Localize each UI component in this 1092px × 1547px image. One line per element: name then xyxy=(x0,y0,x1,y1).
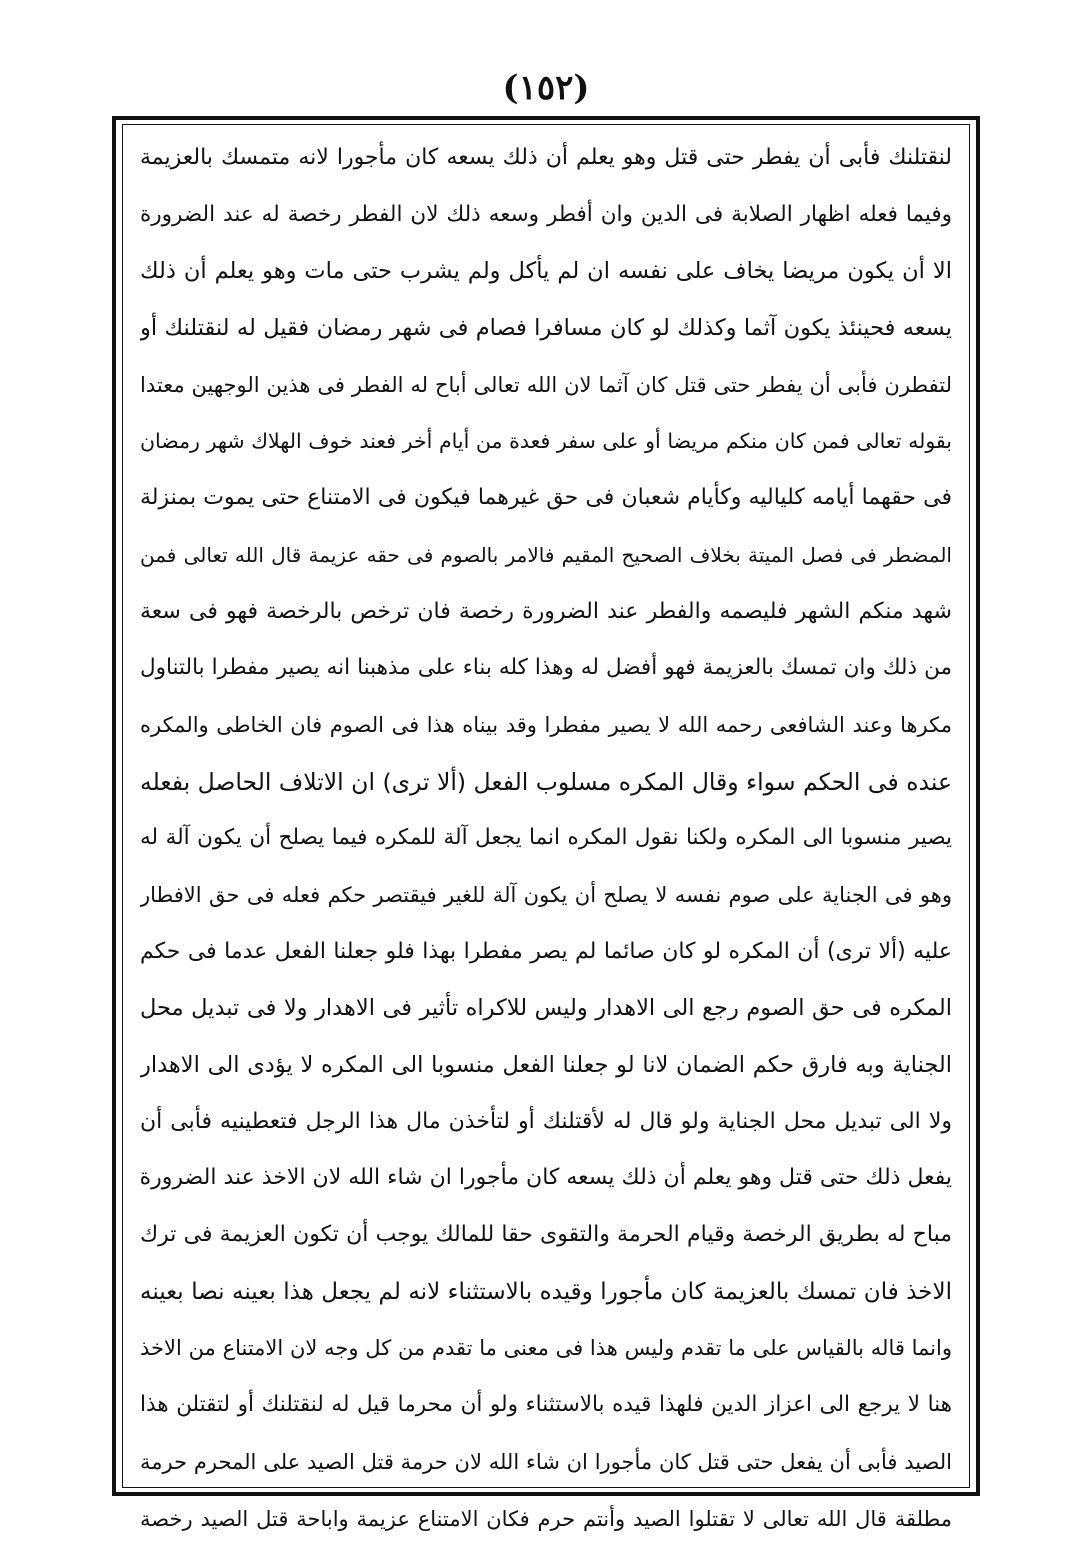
text-line: المضطر فى فصل الميتة بخلاف الصحيح المقيم فالامر بالصوم فى حقه عزيمة قال الله تعالى فمن xyxy=(140,527,952,584)
text-line: مباح له بطريق الرخصة وقيام الحرمة والتقوى حقا للمالك يوجب أن تكون العزيمة فى ترك xyxy=(140,1207,952,1264)
text-line: عنده فى الحكم سواء وقال المكره مسلوب الفعل (ألا ترى) ان الاتلاف الحاصل بفعله xyxy=(140,754,952,811)
text-line: هنا لا يرجع الى اعزاز الدين فلهذا قيده بالاستثناء ولو أن محرما قيل له لنقتلنك أو لتقتلن هذا xyxy=(140,1377,952,1434)
text-line: يصير منسوبا الى المكره ولكنا نقول المكره انما يجعل آلة للمكره فيما يصلح أن يكون آلة له xyxy=(140,810,952,867)
body-text xyxy=(140,130,952,1547)
text-line: عليه (ألا ترى) أن المكره لو كان صائما لم يصر مفطرا بهذا فلو جعلنا الفعل عدما فى حكم xyxy=(140,924,952,981)
text-line: وانما قاله بالقياس على ما تقدم وليس هذا فى معنى ما تقدم من كل وجه لان الامتناع من الاخذ xyxy=(140,1320,952,1377)
text-line: لتفطرن فأبى أن يفطر حتى قتل كان آثما لان الله تعالى أباح له الفطر فى هذين الوجهين معتدا xyxy=(140,357,952,414)
text-line: وهو فى الجناية على صوم نفسه لا يصلح أن يكون آلة للغير فيقتصر حكم فعله فى حق الافطار xyxy=(140,867,952,924)
text-line: ولا الى تبديل محل الجناية ولو قال له لأقتلنك أو لتأخذن مال هذا الرجل فتعطينيه فأبى أن xyxy=(140,1094,952,1151)
text-line: يسعه فحينئذ يكون آثما وكذلك لو كان مسافرا فصام فى شهر رمضان فقيل له لنقتلنك أو xyxy=(140,300,952,357)
text-line: المكره فى حق الصوم رجع الى الاهدار وليس للاكراه تأثير فى الاهدار ولا فى تبديل محل xyxy=(140,980,952,1037)
text-line: الا أن يكون مريضا يخاف على نفسه ان لم يأكل ولم يشرب حتى مات وهو يعلم أن ذلك xyxy=(140,243,952,300)
text-line: الصيد فأبى أن يفعل حتى قتل كان مأجورا ان شاء الله لان حرمة قتل الصيد على المحرم حرمة xyxy=(140,1434,952,1491)
text-line: فى حقهما أيامه كلياليه وكأيام شعبان فى حق غيرهما فيكون فى الامتناع حتى يموت بمنزلة xyxy=(140,470,952,527)
text-line: شهد منكم الشهر فليصمه والفطر عند الضرورة رخصة فان ترخص بالرخصة فهو فى سعة xyxy=(140,584,952,641)
text-line: الجناية وبه فارق حكم الضمان لانا لو جعلنا الفعل منسوبا الى المكره لا يؤدى الى الاهدار xyxy=(140,1037,952,1094)
text-line: من ذلك وان تمسك بالعزيمة فهو أفضل له وهذا كله بناء على مذهبنا انه يصير مفطرا بالتناول xyxy=(140,640,952,697)
text-line: يفعل ذلك حتى قتل وهو يعلم أن ذلك يسعه كان مأجورا ان شاء الله لان الاخذ عند الضرورة xyxy=(140,1150,952,1207)
text-line: وفيما فعله اظهار الصلابة فى الدين وان أفطر وسعه ذلك لان الفطر رخصة له عند الضرورة xyxy=(140,187,952,244)
page-number: (١٥٢) xyxy=(0,68,1092,108)
text-line: لنقتلنك فأبى أن يفطر حتى قتل وهو يعلم أن ذلك يسعه كان مأجورا لانه متمسك بالعزيمة xyxy=(140,130,952,187)
text-line: الاخذ فان تمسك بالعزيمة كان مأجورا وقيده بالاستثناء لانه لم يجعل هذا بعينه نصا بعينه xyxy=(140,1264,952,1321)
text-line: مكرها وعند الشافعى رحمه الله لا يصير مفطرا وقد بيناه هذا فى الصوم فان الخاطى والمكره xyxy=(140,697,952,754)
text-line: مطلقة قال الله تعالى لا تقتلوا الصيد وأنتم حرم فكان الامتناع عزيمة واباحة قتل الصيد رخصة xyxy=(140,1491,952,1547)
text-line: بقوله تعالى فمن كان منكم مريضا أو على سفر فعدة من أيام أخر فعند خوف الهلاك شهر رمضان xyxy=(140,413,952,470)
